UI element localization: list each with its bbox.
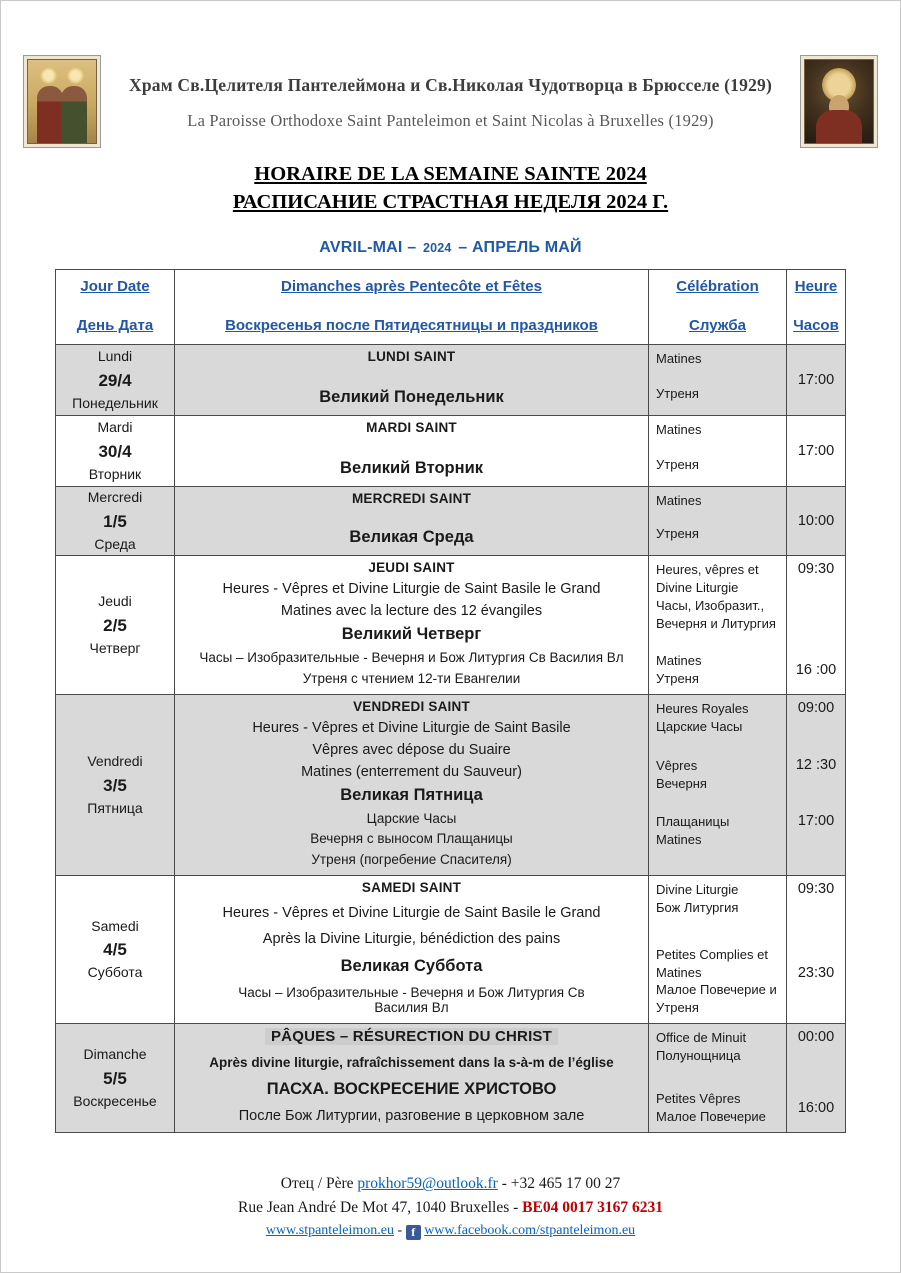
day-name-ru: Четверг [89,639,141,656]
event-title-ru: Великая Среда [349,528,474,547]
celebration-cell-jeudi [649,556,786,694]
event-title-ru: Великая Пятница [340,785,483,804]
header-label: Célébration [676,278,759,296]
event-line-ru: Утреня с чтением 12-ти Евангелии [302,671,521,687]
contact-phone: - +32 465 17 00 27 [501,1175,621,1193]
time-value: 10:00 [797,513,835,530]
time-value: 16 :00 [795,662,837,679]
event-cell-jeudi [175,556,648,694]
time-value: 12 :30 [795,756,837,773]
links-line [1,1223,900,1240]
event-line-fr: Heures - Vêpres et Divine Liturgie de Saint Basile le Grand [222,905,601,922]
time-cell-mercredi [787,487,845,555]
celebration-line: Вечерня [656,775,707,791]
event-title-ru: Великий Понедельник [319,388,504,407]
event-title-fr: MERCREDI SAINT [351,491,472,507]
celebration-line: Office de Minuit [656,1030,747,1046]
website-link[interactable]: www.stpanteleimon.eu [265,1223,395,1239]
header-label: Heure [794,278,838,296]
header-label: Dimanches après Pentecôte et Fêtes [281,278,542,296]
time-value: 00:00 [797,1029,835,1046]
celebration-line: Matines [656,493,702,509]
parish-icon-left [23,55,101,148]
celebration-line: Плащаницы [656,814,730,830]
time-value: 09:30 [797,561,835,578]
celebration-line: Matines [656,832,702,848]
event-line-fr: Heures - Vêpres et Divine Liturgie de Saint Basile [252,720,571,737]
celebration-line: Утреня [656,526,699,542]
day-name-fr: Vendredi [87,753,143,770]
celebration-line: Утреня [656,386,699,402]
header-col-heure [787,270,845,344]
event-cell-mardi [175,416,648,486]
day-date: 2/5 [103,615,127,635]
time-value: 23:30 [797,965,835,982]
header-col-celebration [649,270,786,344]
celebration-line: Vêpres [656,757,698,773]
event-line-fr: Matines (enterrement du Sauveur) [301,763,522,780]
event-line-fr: Heures - Vêpres et Divine Liturgie de Saint Basile le Grand [222,581,601,598]
event-line-fr: Après divine liturgie, rafraîchissement dans la s-à-m de l’église [209,1055,614,1070]
main-title-french: HORAIRE DE LA SEMAINE SAINTE 2024 [254,163,647,185]
celebration-cell-samedi [649,876,786,1023]
main-title [1,161,900,216]
event-title-fr: LUNDI SAINT [367,349,456,365]
parish-title-russian: Храм Св.Целителя Пантелеймона и Св.Николая Чудотворца в Брюсселе (1929) [128,75,773,95]
celebration-group [656,757,779,793]
celebration-group [656,700,779,736]
day-name-fr: Mercredi [87,489,143,506]
time-value: 09:30 [797,881,835,898]
time-value: 09:00 [797,700,835,717]
celebration-line: Petites Vêpres [656,1091,741,1107]
event-title-ru: Великая Суббота [340,956,483,975]
main-title-russian: РАСПИСАНИЕ СТРАСТНАЯ НЕДЕЛЯ 2024 Г. [232,190,669,213]
event-title-fr: PÂQUES – RÉSURECTION DU CHRIST [265,1028,558,1045]
time-value: 16:00 [797,1100,835,1117]
event-line-fr: Après la Divine Liturgie, bénédiction des pains [262,930,561,947]
time-cell-lundi [787,345,845,415]
time-cell-dimanche [787,1024,845,1132]
time-value: 17:00 [797,372,835,389]
header-label: Служба [689,317,746,335]
day-cell-vendredi [56,695,174,875]
event-line-ru: Часы – Изобразительные - Вечерня и Бож Литургия Св Василия Вл [238,985,585,1016]
celebration-line: Heures Royales [656,701,749,717]
day-name-fr: Jeudi [98,593,132,610]
time-cell-samedi [787,876,845,1023]
celebration-group [656,946,779,1018]
celebration-line: Бож Литургия [656,900,739,916]
time-cell-jeudi [787,556,845,694]
halo-icon [67,67,84,84]
parish-title-french: La Paroisse Orthodoxe Saint Panteleimon et Saint Nicolas à Bruxelles (1929) [187,111,714,130]
two-saints-icon [27,59,97,144]
day-date: 5/5 [103,1068,127,1088]
day-name-ru: Вторник [88,465,142,482]
day-name-fr: Mardi [97,419,133,436]
footer [1,1175,900,1240]
day-name-ru: Пятница [87,799,143,816]
header-label: Jour Date [80,278,150,296]
celebration-group [656,561,779,633]
header-label: Часов [793,317,839,335]
celebration-cell-vendredi [649,695,786,875]
contact-line [1,1175,900,1193]
event-line-fr: Vêpres avec dépose du Suaire [312,742,511,759]
celebration-line: Утреня [656,671,699,687]
celebration-group [656,813,779,849]
parish-titles [101,55,800,131]
day-name-fr: Samedi [91,917,139,934]
header-label: Воскресенья после Пятидесятницы и праздников [225,317,598,335]
celebration-line: Matines [656,351,702,367]
celebration-cell-mercredi [649,487,786,555]
celebration-line: Часы, Изобразит., Вечерня и Литургия [656,598,776,632]
event-line-ru: Царские Часы [366,810,457,826]
event-line-ru: После Бож Литургии, разговение в церковном зале [238,1108,585,1125]
celebration-cell-dimanche [649,1024,786,1132]
event-cell-samedi [175,876,648,1023]
parish-icon-right [800,55,878,148]
celebration-cell-mardi [649,416,786,486]
time-cell-vendredi [787,695,845,875]
saint-figure [37,86,63,143]
celebration-group [656,652,779,688]
event-cell-dimanche [175,1024,648,1132]
day-name-ru: Понедельник [72,394,158,411]
event-title-ru: Великий Вторник [340,459,483,478]
event-title-fr: MARDI SAINT [366,420,457,436]
day-date: 29/4 [98,370,132,390]
iban-number: BE04 0017 3167 6231 [522,1199,663,1217]
event-title-ru: ПАСХА. ВОСКРЕСЕНИЕ ХРИСТОВО [266,1079,557,1098]
celebration-line: Matines [656,653,702,669]
day-date: 30/4 [98,441,132,461]
event-title-fr: JEUDI SAINT [368,560,455,576]
header-col-jour-date [56,270,174,344]
subtitle-year: 2024 [422,241,452,256]
event-title-ru: Великий Четверг [341,625,482,644]
event-title-fr: SAMEDI SAINT [361,880,462,896]
event-line-ru: Вечерня с выносом Плащаницы [310,831,513,847]
facebook-icon[interactable] [406,1225,421,1240]
day-name-ru: Среда [94,535,136,552]
day-cell-dimanche [56,1024,174,1132]
day-date: 1/5 [103,511,127,531]
day-date: 4/5 [103,940,127,960]
day-cell-lundi [56,345,174,415]
celebration-line: Царские Часы [656,719,743,735]
separator-dash: - [397,1223,403,1239]
header-label: День Дата [76,317,154,335]
celebration-group [656,881,779,917]
celebration-cell-lundi [649,345,786,415]
celebration-line: Малое Повечерие [656,1109,766,1125]
celebration-line: Divine Liturgie [656,882,739,898]
event-title-fr: VENDREDI SAINT [353,699,470,715]
schedule-table [55,269,846,1133]
time-value: 17:00 [797,443,835,460]
celebration-group [656,1029,779,1065]
saint-figure [816,110,862,143]
time-value: 17:00 [797,813,835,830]
event-line-fr: Matines avec la lecture des 12 évangiles [280,603,543,620]
day-name-fr: Dimanche [83,1046,147,1063]
day-cell-jeudi [56,556,174,694]
day-name-ru: Воскресенье [73,1092,157,1109]
halo-icon [40,67,57,84]
day-name-fr: Lundi [97,348,133,365]
event-cell-mercredi [175,487,648,555]
address-text: Rue Jean André De Mot 47, 1040 Bruxelles - [238,1199,519,1217]
celebration-line: Matines [656,422,702,438]
celebration-line: Heures, vêpres et Divine Liturgie [656,562,759,596]
event-line-ru: Часы – Изобразительные - Вечерня и Бож Литургия Св Василия Вл [199,650,624,666]
event-cell-lundi [175,345,648,415]
celebration-group [656,1090,779,1126]
saint-figure [61,86,87,143]
subtitle-part2: – АПРЕЛЬ МАЙ [458,239,582,257]
celebration-line: Утреня [656,457,699,473]
celebration-line: Малое Повечерие и Утреня [656,982,777,1016]
day-name-ru: Суббота [87,964,143,981]
month-subtitle [1,239,900,257]
event-cell-vendredi [175,695,648,875]
day-date: 3/5 [103,775,127,795]
header-col-fetes [175,270,648,344]
day-cell-mercredi [56,487,174,555]
contact-prefix: Отец / Père [280,1175,354,1193]
parish-header [1,1,900,148]
subtitle-part1: AVRIL-MAI – [319,239,417,257]
celebration-line: Petites Complies et Matines [656,946,768,980]
email-link[interactable]: prokhor59@outlook.fr [357,1175,498,1193]
time-cell-mardi [787,416,845,486]
address-line [1,1199,900,1217]
saint-icon [804,59,874,144]
day-cell-mardi [56,416,174,486]
facebook-link[interactable]: www.facebook.com/stpanteleimon.eu [424,1223,636,1239]
celebration-line: Полунощница [656,1048,741,1064]
day-cell-samedi [56,876,174,1023]
event-line-ru: Утреня (погребение Спасителя) [311,852,512,868]
